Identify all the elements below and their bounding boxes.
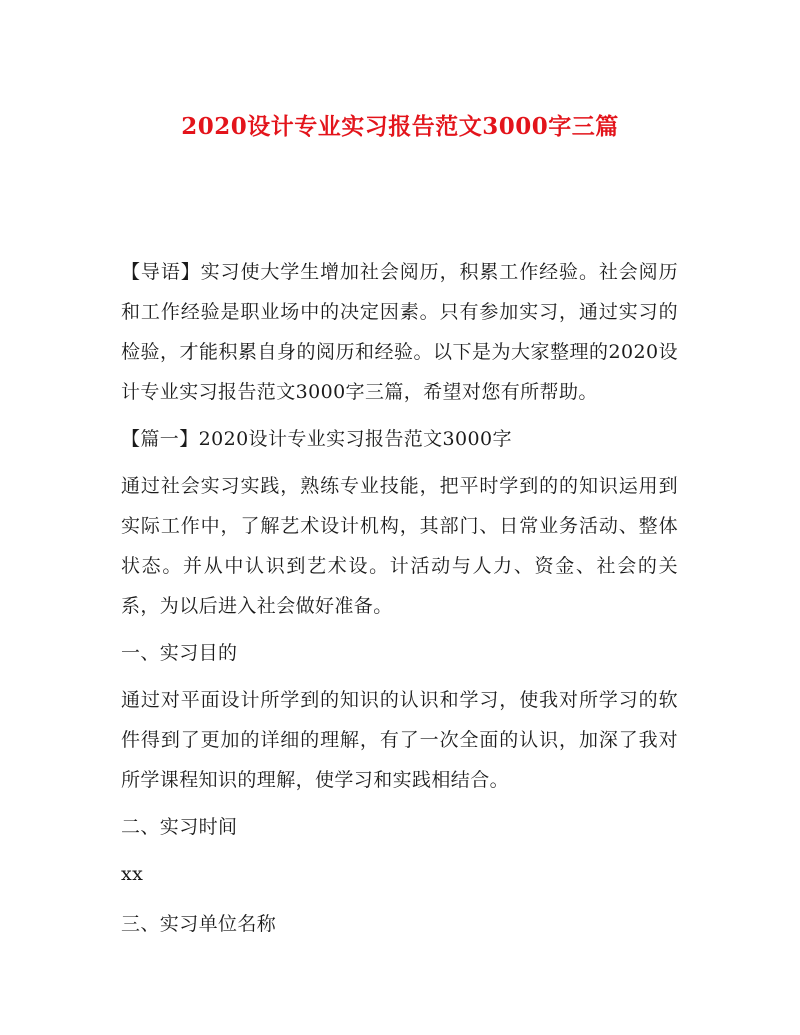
section-heading-company: 三、实习单位名称 xyxy=(121,913,277,935)
section-heading-time: 二、实习时间 xyxy=(121,816,238,838)
body-paragraph: 通过对平面设计所学到的知识的认识和学习，使我对所学习的软件得到了更加的详细的理解，有了一次全面的认识，加深了我对所学课程知识的理解，使学习和实践相结合。 xyxy=(121,689,678,791)
document-title: 2020设计专业实习报告范文3000字三篇 xyxy=(181,113,619,140)
body-paragraph: xx xyxy=(121,863,144,885)
body-paragraph: 通过社会实习实践，熟练专业技能，把平时学到的的知识运用到实际工作中，了解艺术设计机构，其部门、日常业务活动、整体状态。并从中认识到艺术设。计活动与人力、资金、社会的关系，为以后进入社会做好准备。 xyxy=(121,475,678,617)
document-body xyxy=(121,252,678,951)
section-heading-part-one: 【篇一】2020设计专业实习报告范文3000字 xyxy=(121,428,512,450)
intro-paragraph: 【导语】实习使大学生增加社会阅历，积累工作经验。社会阅历和工作经验是职业场中的决定因素。只有参加实习，通过实习的检验，才能积累自身的阅历和经验。以下是为大家整理的2020设计专业实习报告范文3000字三篇，希望对您有所帮助。 xyxy=(121,261,678,403)
section-heading-purpose: 一、实习目的 xyxy=(121,642,238,664)
